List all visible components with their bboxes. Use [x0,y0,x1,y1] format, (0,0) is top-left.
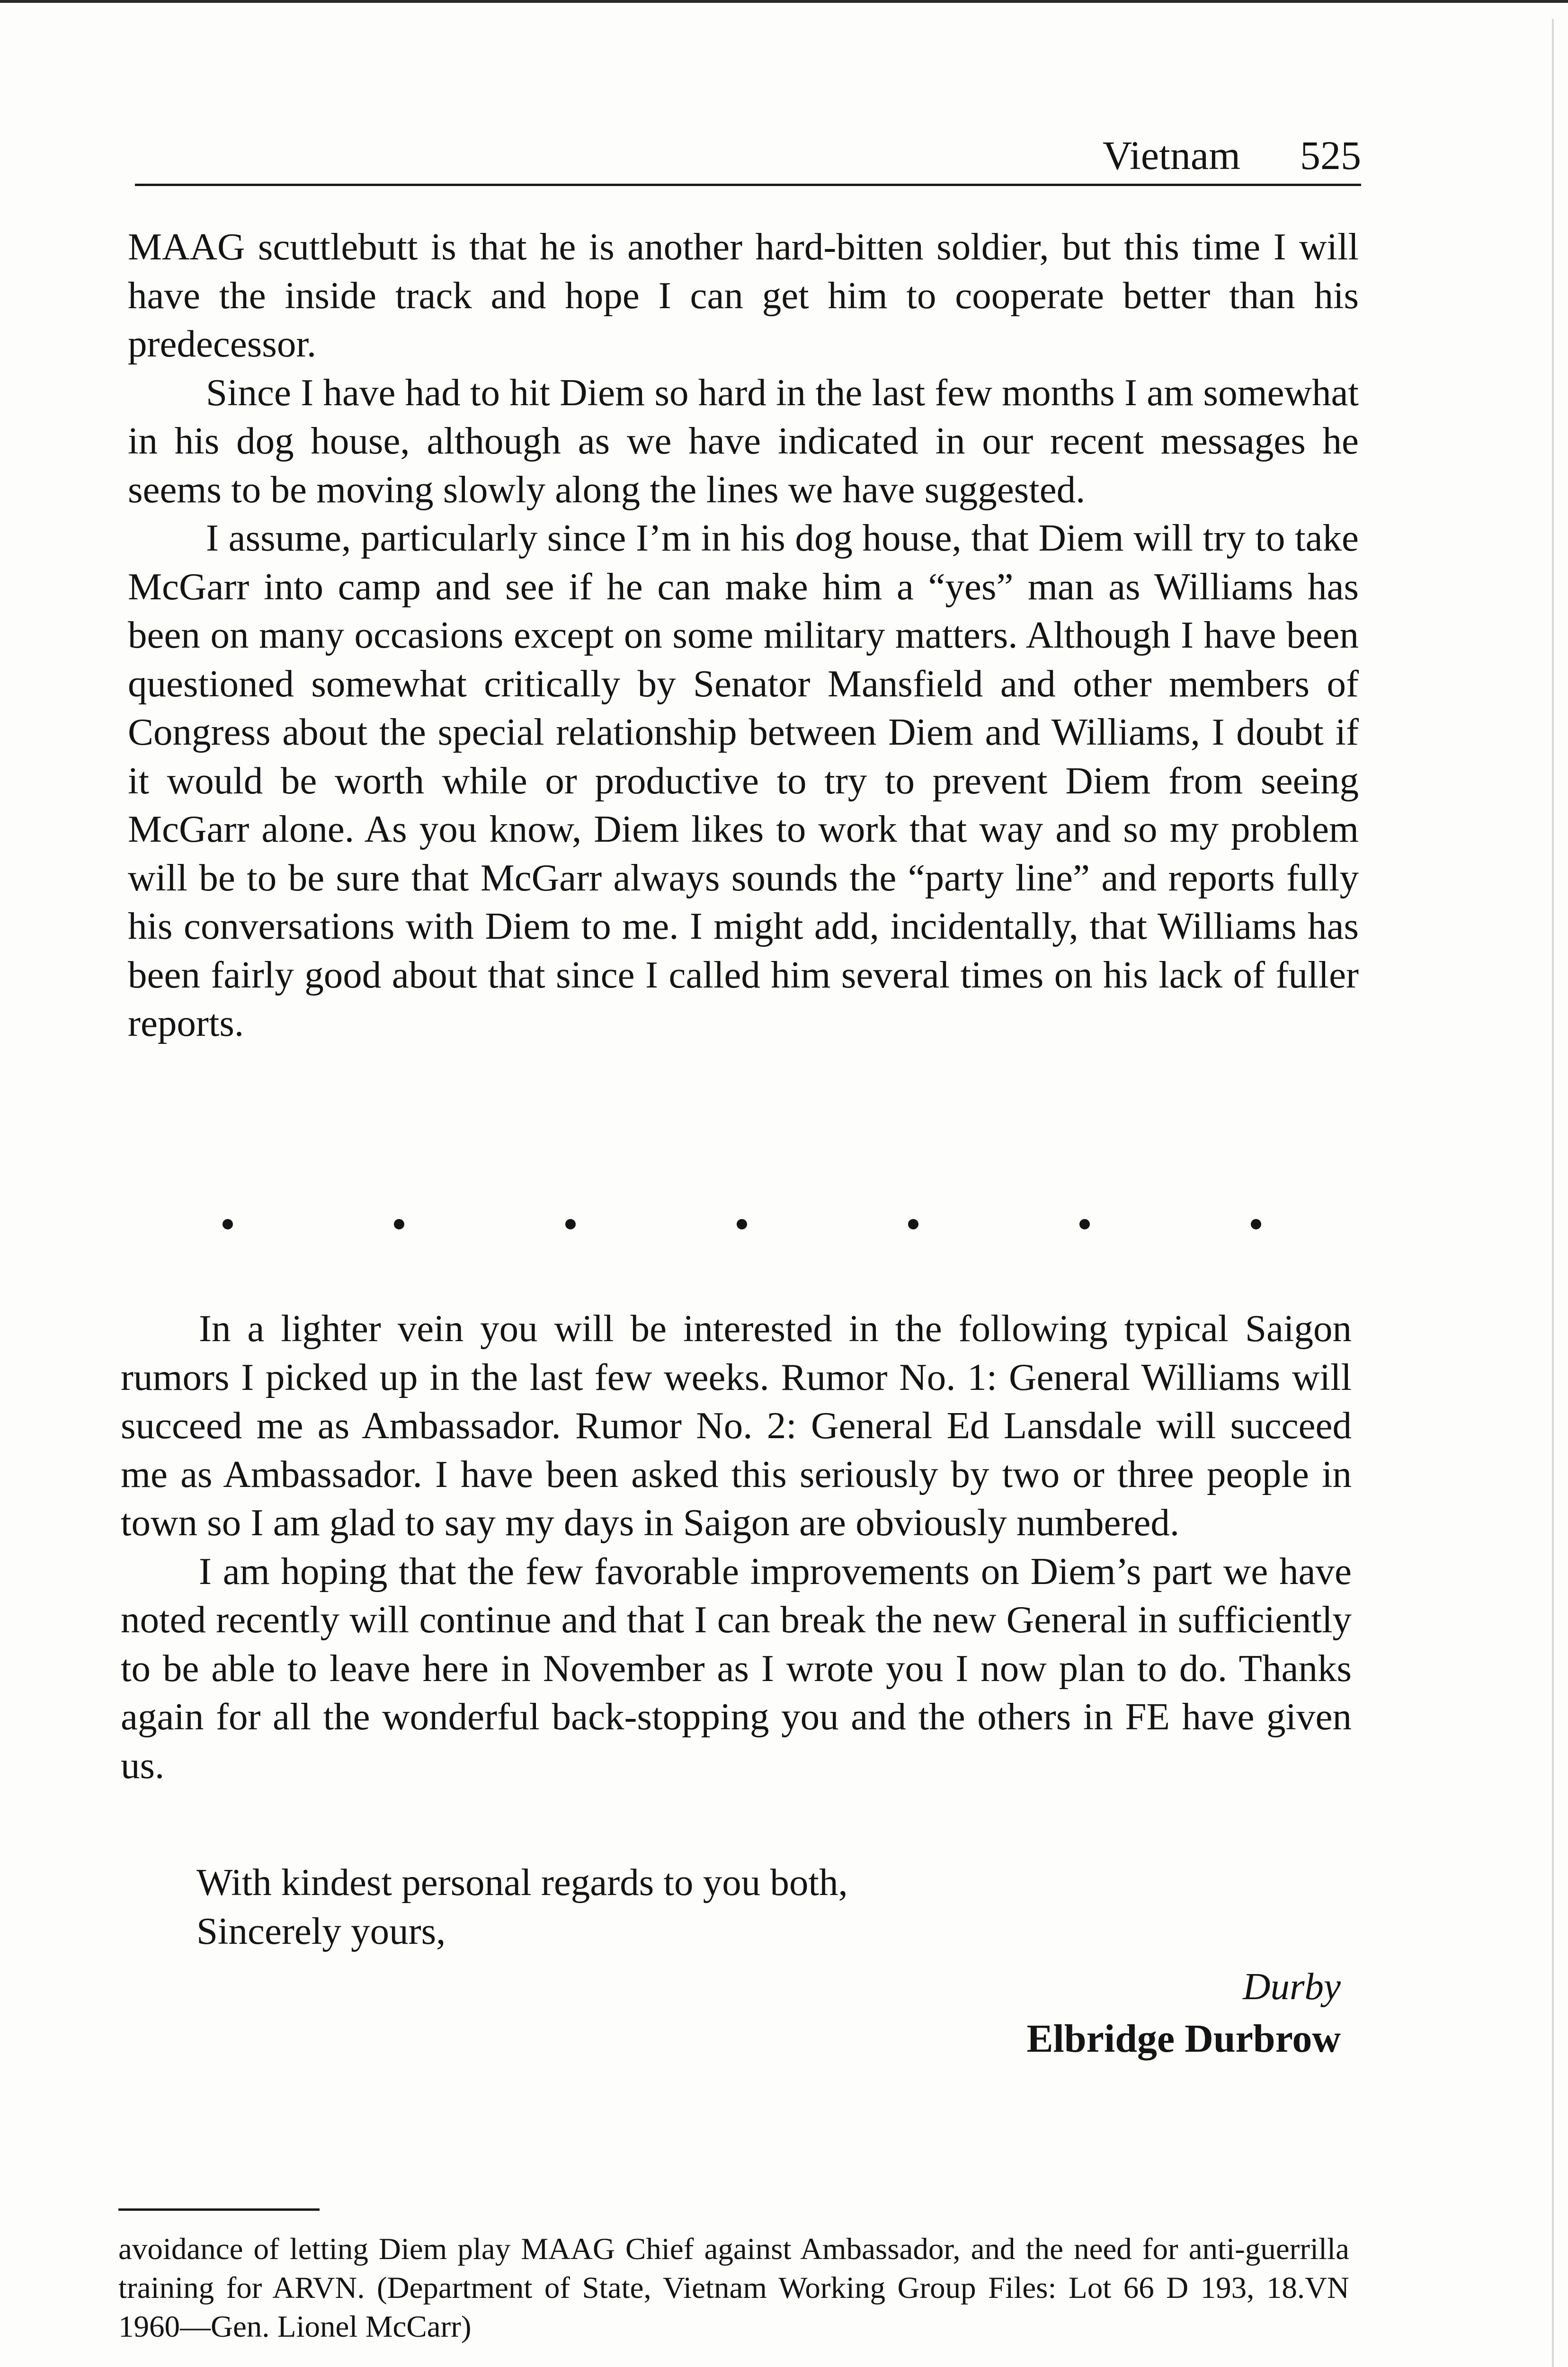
omission-dot [1251,1219,1261,1229]
paragraph-mcgarr: I assume, particularly since I’m in his dog house, that Diem will try to take McGarr into camp and see if he can make him a “yes” man as Williams has been on many occasions except on some military matters. Although I have been questioned somewhat critically by Senator Mansfield and other members of Congress about the special relationship between Diem and Williams, I doubt if it would be worth while or productive to try to prevent Diem from seeing McGarr alone. As you know, Diem likes to work that way and so my problem will be to be sure that McGarr always sounds the “party line” and reports fully his conversations with Diem to me. I might add, incidentally, that Williams has been fairly good about that since I called him several times on his lack of fuller reports. [128,516,1359,1044]
letter-closing [196,1858,848,1955]
page-edge-shadow [1552,19,1554,2367]
footnote-rule [118,2208,320,2211]
closing-valediction: Sincerely yours, [196,1909,446,1952]
omission-dot [737,1219,747,1229]
omission-dot [565,1219,576,1229]
omission-dot [1079,1219,1090,1229]
running-head [135,127,1361,186]
running-head-title: Vietnam [1103,133,1240,178]
page-number: 525 [1300,133,1361,178]
letter-body-top [128,222,1359,1048]
omission-dot [908,1219,918,1229]
omission-dot [394,1219,404,1229]
signature: Durby [1243,1965,1341,2008]
top-border [0,0,1568,3]
omission-dots [223,1210,1283,1238]
footnote: avoidance of letting Diem play MAAG Chief against Ambassador, and the need for anti-guerrilla training for ARVN. (Department of State, Vietnam Working Group Files: Lot 66 D 193, 18.VN 1960—Gen. Lionel McCarr) [118,2232,1349,2344]
paragraph-hoping: I am hoping that the few favorable improvements on Diem’s part we have noted recently will continue and that I can break the new General in sufficiently to be able to leave here in November as I wrote you I now plan to do. Thanks again for all the wonderful back-stopping you and the others in FE have given us. [121,1549,1352,1787]
closing-regards: With kindest personal regards to you both, [196,1861,848,1904]
signer-name: Elbridge Durbrow [1026,2017,1341,2061]
paragraph-rumors: In a lighter vein you will be interested in the following typical Saigon rumors I picked up in the last few weeks. Rumor No. 1: General Williams will succeed me as Ambassador. Rumor No. 2: General Ed Lansdale will succeed me as Ambassador. I have been asked this seriously by two or three people in town so I am glad to say my days in Saigon are obviously numbered. [121,1307,1352,1544]
paragraph-dog-house: Since I have had to hit Diem so hard in the last few months I am somewhat in his dog house, although as we have indicated in our recent messages he seems to be moving slowly along the lines we have suggested. [128,371,1359,511]
omission-dot [223,1219,233,1229]
letter-body-bottom [121,1304,1352,1789]
paragraph-continuation: MAAG scuttlebutt is that he is another hard-bitten soldier, but this time I will have the inside track and hope I can get him to cooperate better than his predecessor. [128,225,1359,365]
